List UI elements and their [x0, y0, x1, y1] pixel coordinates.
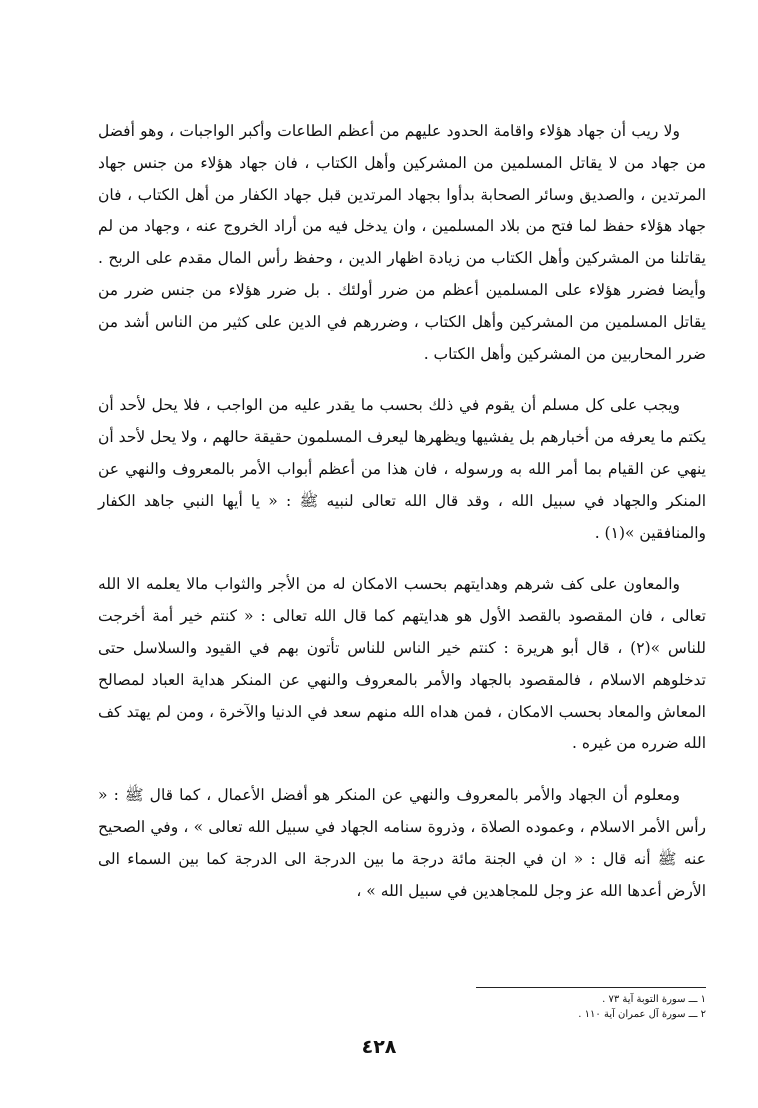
footnote-1: ١ ـــ سورة التوبة آية ٧٣ . — [602, 994, 706, 1005]
paragraph-2: ويجب على كل مسلم أن يقوم في ذلك بحسب ما يقدر عليه من الواجب ، فلا يحل لأحد أن يكتم ما يعرفه من أخبارهم بل يفشيها ويظهرها ليعرف المسلمون حقيقة حالهم ، ولا يحل لأحد أن ينهي عن القيام بما أمر الله به ورسوله ، فان هذا من أعظم أبواب الأمر بالمعروف والنهي عن المنكر والجهاد في سبيل الله ، وقد قال الله تعالى لنبيه ﷺ : « يا أيها النبي جاهد الكفار والمنافقين »(١) . — [97, 396, 706, 542]
page-number: ٤٢٨ — [361, 1036, 397, 1058]
paragraph-4: ومعلوم أن الجهاد والأمر بالمعروف والنهي عن المنكر هو أفضل الأعمال ، كما قال ﷺ : « رأس الأمر الاسلام ، وعموده الصلاة ، وذروة سنامه الجهاد في سبيل الله تعالى » ، وفي الصحيح عنه ﷺ أنه قال : « ان في الجنة مائة درجة ما بين الدرجة الى الدرجة كما بين السماء الى الأرض أعدها الله عز وجل للمجاهدين في سبيل الله » ، — [98, 786, 706, 900]
footnotes — [300, 992, 706, 1022]
paragraph-1: ولا ريب أن جهاد هؤلاء واقامة الحدود عليهم من أعظم الطاعات وأكبر الواجبات ، وهو أفضل من جهاد من لا يقاتل المسلمين من المشركين وأهل الكتاب ، فان جهاد هؤلاء من جنس جهاد المرتدين ، والصديق وسائر الصحابة بدأوا بجهاد المرتدين قبل جهاد الكفار من أهل الكتاب ، فان جهاد هؤلاء حفظ لما فتح من بلاد المسلمين ، وان يدخل فيه من أراد الخروج عنه ، وجهاد من لم يقاتلنا من المشركين وأهل الكتاب من زيادة اظهار الدين ، وحفظ رأس المال مقدم على الربح . وأيضا فضرر هؤلاء على المسلمين أعظم من ضرر أولئك . بل ضرر هؤلاء من جنس ضرر من يقاتل المسلمين من المشركين وأهل الكتاب ، وضررهم في الدين على كثير من الناس أشد من ضرر المحاربين من المشركين وأهل الكتاب . — [98, 122, 707, 363]
footnote-2: ٢ ـــ سورة آل عمران آية ١١٠ . — [578, 1009, 706, 1020]
paragraph-3: والمعاون على كف شرهم وهدايتهم بحسب الامكان له من الأجر والثواب مالا يعلمه الا الله تعالى ، فان المقصود بالقصد الأول هو هدايتهم كما قال الله تعالى : « كنتم خير أمة أخرجت للناس »(٢) ، قال أبو هريرة : كنتم خير الناس للناس تأتون بهم في القيود والسلاسل حتى تدخلوهم الاسلام ، فالمقصود بالجهاد والأمر بالمعروف والنهي عن المنكر هداية العباد لمصالح المعاش والمعاد بحسب الامكان ، فمن هداه الله منهم سعد في الدنيا والآخرة ، ومن لم يهتد كف الله ضرره من غيره . — [98, 575, 707, 753]
footnote-divider — [476, 987, 706, 988]
body-text — [98, 116, 706, 927]
